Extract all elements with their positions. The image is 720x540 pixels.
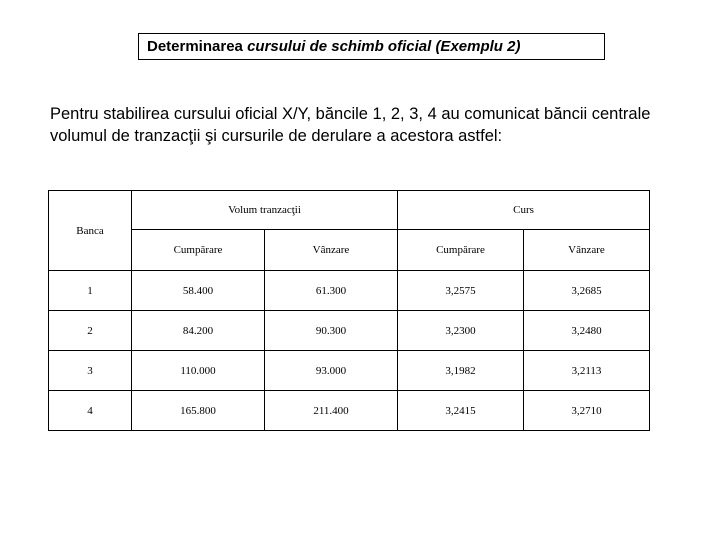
header-row-groups [49, 191, 650, 230]
volum-header: Volum tranzacţii [132, 191, 398, 230]
cell-volum-cumparare: 110.000 [132, 351, 265, 391]
cell-banca: 2 [49, 311, 132, 351]
cell-curs-cumparare: 3,2575 [398, 271, 524, 311]
cell-curs-vanzare: 3,2710 [524, 391, 650, 431]
cell-volum-cumparare: 84.200 [132, 311, 265, 351]
sub-header-curs-vanzare: Vânzare [524, 230, 650, 271]
header-row-sub [49, 230, 650, 271]
cell-banca: 1 [49, 271, 132, 311]
title-text-plain: Determinarea [147, 38, 243, 55]
title-box [138, 33, 605, 60]
sub-header-volum-vanzare: Vânzare [265, 230, 398, 271]
table-row [49, 271, 650, 311]
title-text-italic: cursului de schimb oficial (Exemplu 2) [247, 38, 521, 55]
banca-header: Banca [49, 191, 132, 271]
cell-volum-cumparare: 58.400 [132, 271, 265, 311]
cell-curs-cumparare: 3,1982 [398, 351, 524, 391]
sub-header-curs-cumparare: Cumpărare [398, 230, 524, 271]
intro-paragraph: Pentru stabilirea cursului oficial X/Y, băncile 1, 2, 3, 4 au comunicat băncii centrale volumul de tranzacţii şi cursurile de derulare a acestora astfel: [50, 105, 651, 145]
cell-volum-vanzare: 93.000 [265, 351, 398, 391]
cell-curs-vanzare: 3,2480 [524, 311, 650, 351]
table-row [49, 391, 650, 431]
table-row [49, 351, 650, 391]
cell-banca: 3 [49, 351, 132, 391]
curs-header: Curs [398, 191, 650, 230]
sub-header-volum-cumparare: Cumpărare [132, 230, 265, 271]
cell-curs-vanzare: 3,2113 [524, 351, 650, 391]
table-row [49, 311, 650, 351]
cell-banca: 4 [49, 391, 132, 431]
cell-curs-vanzare: 3,2685 [524, 271, 650, 311]
cell-volum-vanzare: 61.300 [265, 271, 398, 311]
exchange-table [48, 190, 650, 431]
cell-volum-vanzare: 90.300 [265, 311, 398, 351]
cell-curs-cumparare: 3,2415 [398, 391, 524, 431]
cell-volum-vanzare: 211.400 [265, 391, 398, 431]
cell-volum-cumparare: 165.800 [132, 391, 265, 431]
cell-curs-cumparare: 3,2300 [398, 311, 524, 351]
